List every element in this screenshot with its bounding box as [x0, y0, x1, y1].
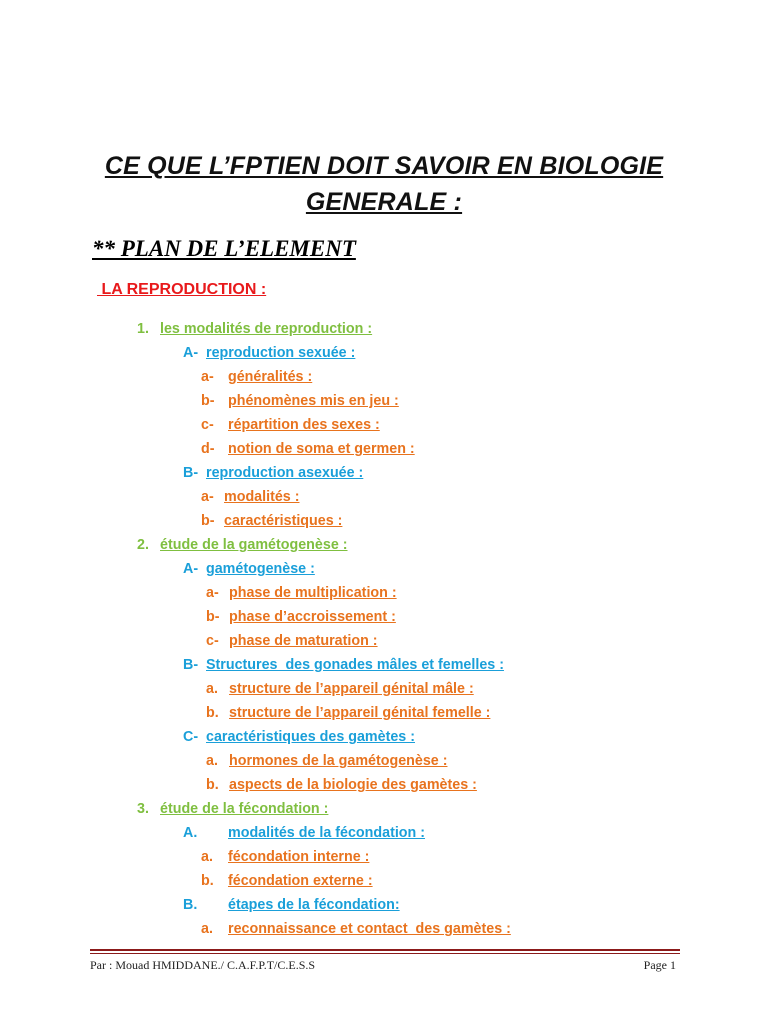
outline-item-marker: B-: [183, 657, 199, 673]
outline-item-label: aspects de la biologie des gamètes :: [229, 777, 477, 793]
outline-item-label: notion de soma et germen :: [228, 441, 415, 457]
outline-item-label: caractéristiques :: [224, 513, 343, 529]
outline-item-marker: b-: [206, 609, 220, 625]
outline-item-marker: a-: [201, 369, 214, 385]
section-heading: LA REPRODUCTION :: [97, 281, 267, 298]
footer-page-number: Page 1: [643, 958, 676, 972]
outline-item-marker: a.: [201, 921, 213, 937]
outline-item-marker: c-: [206, 633, 219, 649]
outline-item-marker: 2.: [137, 537, 149, 553]
outline-item-label: gamétogenèse :: [206, 561, 315, 577]
outline-item-label: fécondation externe :: [228, 873, 373, 889]
outline-item-marker: 3.: [137, 801, 149, 817]
outline-item-label: phase de maturation :: [229, 633, 378, 649]
outline-item-marker: B.: [183, 897, 198, 913]
outline-item-label: modalités :: [224, 489, 300, 505]
outline-item-marker: 1.: [137, 321, 149, 337]
outline-item-marker: C-: [183, 729, 199, 745]
outline-item-marker: A.: [183, 825, 198, 841]
footer-rule-top: [90, 949, 680, 951]
outline-item-label: caractéristiques des gamètes :: [206, 729, 415, 745]
outline-item-marker: b.: [206, 705, 219, 721]
outline-item-marker: a.: [206, 753, 218, 769]
outline-item-marker: B-: [183, 465, 199, 481]
outline-item-marker: a.: [206, 681, 218, 697]
outline-item-marker: A-: [183, 561, 199, 577]
outline-item-label: les modalités de reproduction :: [160, 321, 373, 337]
outline-item-marker: a-: [201, 489, 214, 505]
outline-item-marker: b.: [206, 777, 219, 793]
outline-item-marker: a-: [206, 585, 219, 601]
outline-item-label: modalités de la fécondation :: [228, 825, 426, 841]
outline-item-marker: b-: [201, 513, 215, 529]
footer-author: Par : Mouad HMIDDANE./ C.A.F.P.T/C.E.S.S: [90, 958, 316, 972]
document-title-line-1: CE QUE L’FPTIEN DOIT SAVOIR EN BIOLOGIE: [104, 152, 664, 180]
outline-item-marker: c-: [201, 417, 214, 433]
outline-item-label: reconnaissance et contact des gamètes :: [228, 921, 511, 937]
outline-item-label: répartition des sexes :: [228, 417, 380, 433]
outline-item-label: étapes de la fécondation:: [228, 897, 400, 913]
outline-item-marker: d-: [201, 441, 215, 457]
outline-item-marker: A-: [183, 345, 199, 361]
outline-item-label: hormones de la gamétogenèse :: [229, 753, 448, 769]
outline-item-label: étude de la fécondation :: [160, 801, 329, 817]
outline-item-marker: a.: [201, 849, 213, 865]
outline-item-label: phase d’accroissement :: [229, 609, 396, 625]
outline-item-label: reproduction sexuée :: [206, 345, 356, 361]
outline-item-marker: b.: [201, 873, 214, 889]
plan-heading: ** PLAN DE L’ELEMENT: [92, 236, 356, 261]
outline-item-label: reproduction asexuée :: [206, 465, 364, 481]
outline-item-marker: b-: [201, 393, 215, 409]
outline-item-label: étude de la gamétogenèse :: [160, 537, 348, 553]
outline-item-label: structure de l’appareil génital femelle :: [229, 705, 491, 721]
outline-item-label: Structures des gonades mâles et femelles :: [206, 657, 504, 673]
outline-item-label: phénomènes mis en jeu :: [228, 393, 399, 409]
document-title-line-2: GENERALE :: [305, 188, 463, 216]
footer-rule-bottom: [90, 953, 680, 954]
outline-item-label: généralités :: [228, 369, 313, 385]
outline-item-label: fécondation interne :: [228, 849, 370, 865]
outline-item-label: structure de l’appareil génital mâle :: [229, 681, 474, 697]
outline-item-label: phase de multiplication :: [229, 585, 397, 601]
